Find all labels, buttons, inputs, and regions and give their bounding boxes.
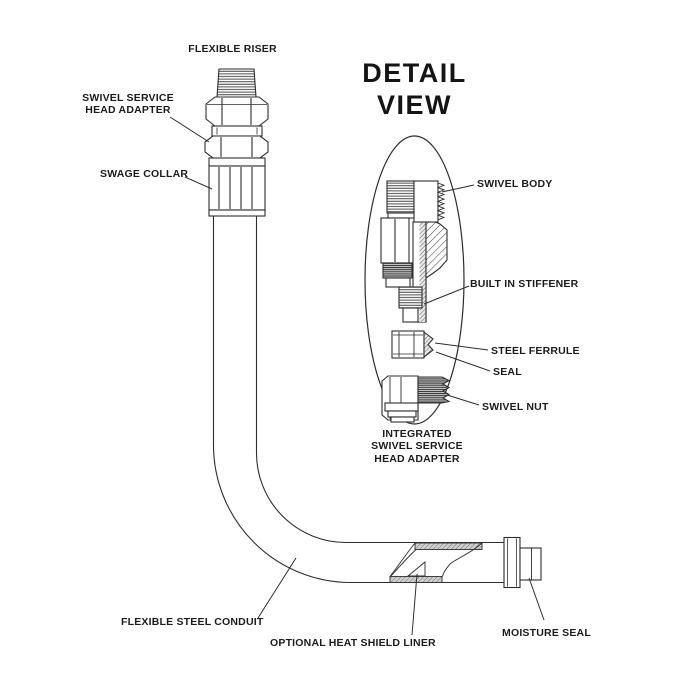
moisture-seal-fitting (504, 538, 541, 588)
label-optional-heat-shield-liner: OPTIONAL HEAT SHIELD LINER (270, 637, 436, 649)
label-steel-ferrule: STEEL FERRULE (491, 345, 580, 357)
riser-ring (209, 158, 265, 166)
label-flexible-riser: FLEXIBLE RISER (188, 43, 277, 55)
riser-threaded-tip (217, 69, 256, 97)
detail-view-title-line2: VIEW (376, 89, 452, 120)
leader-heat-shield-liner (412, 574, 417, 635)
label-flexible-steel-conduit: FLEXIBLE STEEL CONDUIT (121, 616, 264, 628)
detail-view-title-line1: DETAIL (362, 58, 467, 88)
leader-swivel-body (442, 185, 474, 192)
leader-moisture-seal (529, 578, 544, 620)
riser-hex-nut-upper (206, 97, 268, 126)
riser-swage-collar (209, 166, 265, 216)
label-built-in-stiffener: BUILT IN STIFFENER (470, 278, 579, 290)
detail-swivel-body (381, 181, 447, 322)
detail-seal-wedge (424, 332, 433, 357)
leader-flexible-steel-conduit (258, 558, 296, 618)
label-integrated-swivel-caption: INTEGRATED SWIVEL SERVICE HEAD ADAPTER (371, 428, 463, 465)
detail-view-title (344, 58, 485, 121)
main-riser-assembly (205, 69, 541, 588)
detail-view (365, 136, 464, 424)
label-swivel-nut: SWIVEL NUT (482, 401, 549, 413)
label-moisture-seal: MOISTURE SEAL (502, 627, 591, 639)
label-seal: SEAL (493, 366, 522, 378)
detail-steel-ferrule (392, 331, 433, 358)
label-swage-collar: SWAGE COLLAR (100, 168, 189, 180)
leader-seal (436, 352, 490, 371)
detail-swivel-nut (382, 376, 449, 422)
riser-hex-nut-lower (205, 136, 268, 158)
riser-groove-ring (212, 126, 262, 136)
leader-steel-ferrule (435, 343, 488, 350)
leader-swivel-nut (447, 395, 479, 405)
heat-shield-liner-cutaway (390, 543, 482, 583)
leader-swage-collar (185, 177, 212, 189)
leader-built-in-stiffener (424, 286, 469, 304)
label-swivel-service-head-adapter: SWIVEL SERVICE HEAD ADAPTER (82, 92, 174, 117)
leader-swivel-service-head-adapter (170, 117, 209, 142)
label-swivel-body: SWIVEL BODY (477, 178, 553, 190)
